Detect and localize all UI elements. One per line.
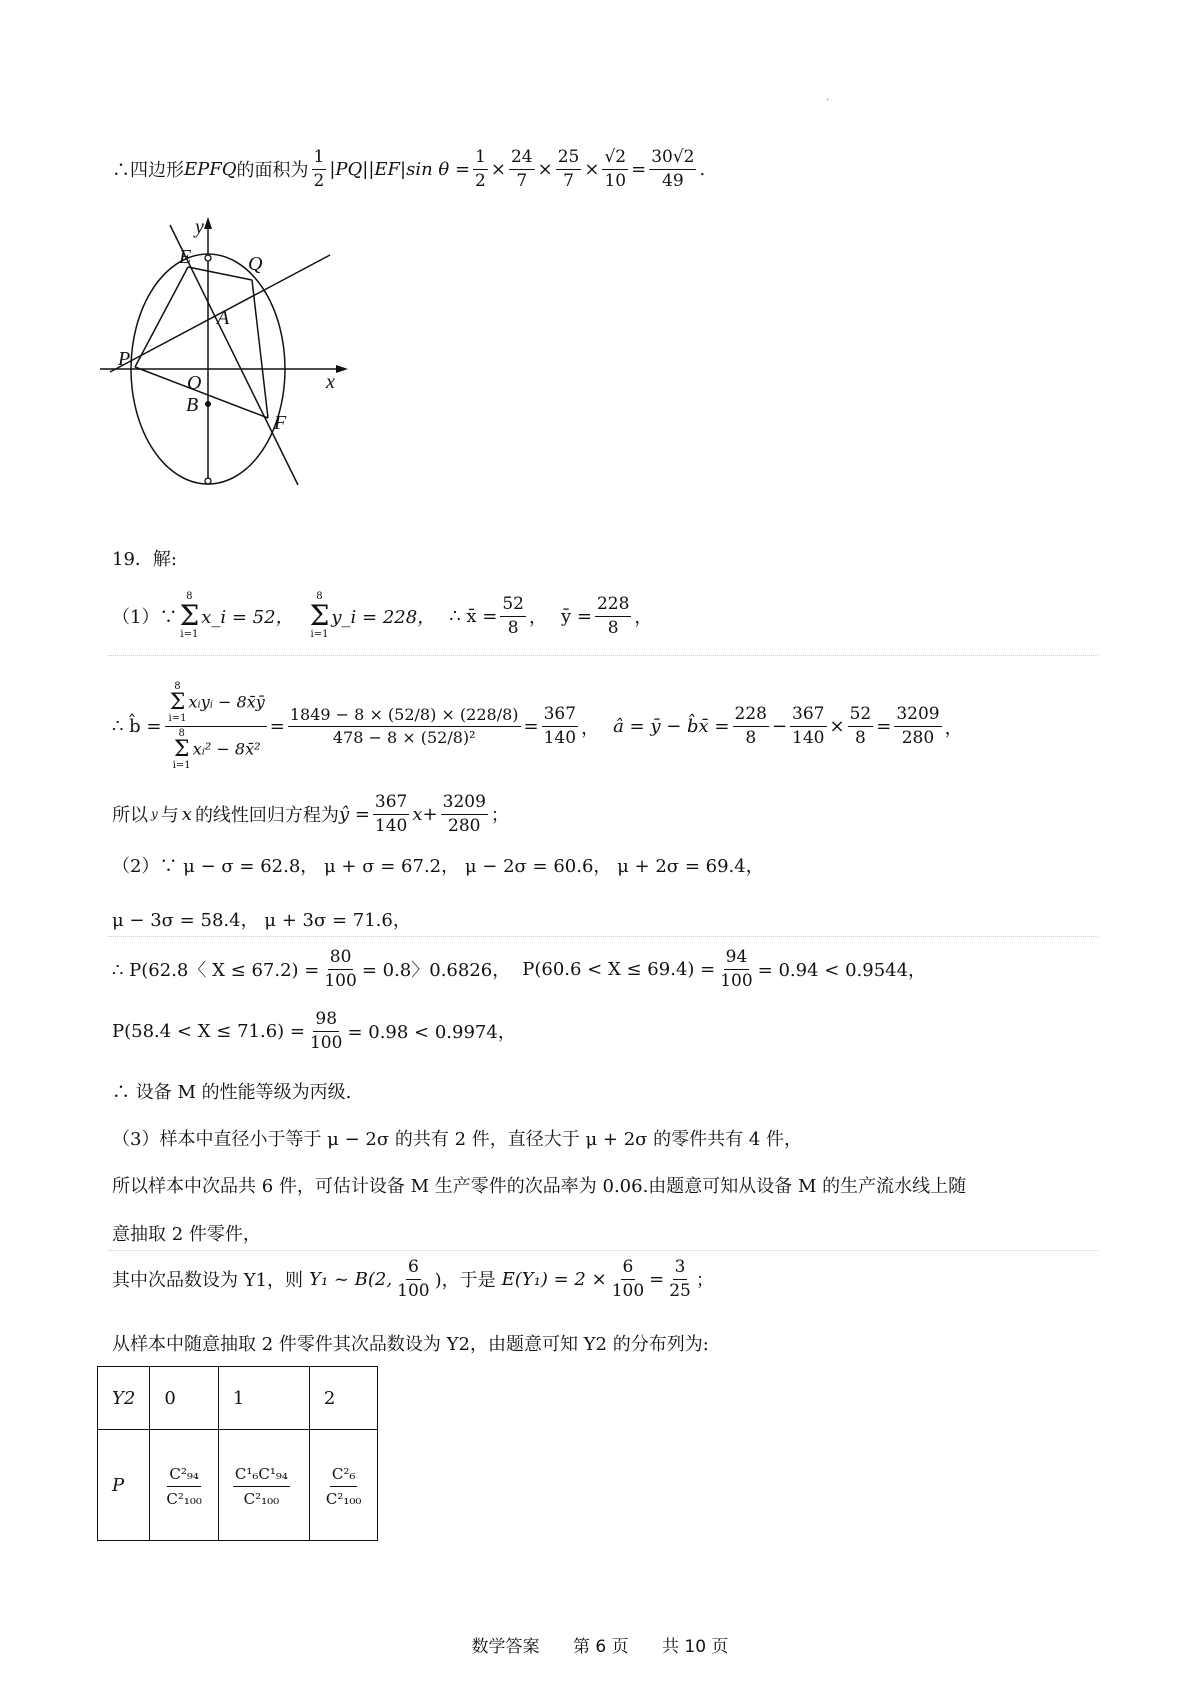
fraction: $\frac{228}{8}$ <box>734 704 767 748</box>
y-axis-label: y <box>195 216 204 238</box>
sum-x-value: x_i = 52， <box>201 607 294 628</box>
fraction: 8 Σ i=1 xᵢyᵢ − 8x̄ȳ 8 Σ i=1 xᵢ² − 8x̄² <box>165 682 267 771</box>
point-F-label: F <box>274 412 287 434</box>
fraction: 367 140 <box>792 704 825 748</box>
divider <box>108 1250 1098 1251</box>
regression-text: 与 <box>160 805 179 827</box>
part2-line1: （2）∵ μ − σ = 62.8， μ + σ = 67.2， μ − 2σ = 60.6， μ + 2σ = 69.4， <box>112 856 764 877</box>
yhat-label: ŷ = <box>338 803 370 825</box>
question-heading: 19．解: <box>112 549 177 570</box>
footer-subject: 数学答案 <box>471 1637 540 1657</box>
var-x: x <box>181 803 192 825</box>
part3-line1: （3）样本中直径小于等于 μ − 2σ 的共有 2 件，直径大于 μ + 2σ 的零件共有 4 件， <box>112 1129 803 1150</box>
fraction: $\frac{228}{8}$ <box>596 593 630 638</box>
part2-line3: ∴ P(62.8〈 X ≤ 67.2) = $\frac{80}{100}$ = 0.8〉0.6826， P(60.6 < X ≤ 69.4) = $\frac{94}{100}$ = 0.94 < 0.9544， <box>112 947 927 991</box>
ybar-label: ȳ = <box>560 605 592 627</box>
fraction: 25 7 <box>557 147 580 191</box>
point-P-label: P <box>118 348 131 370</box>
divider <box>108 936 1098 937</box>
area-formula-line: ∴四边形 EPFQ 的面积为 1 2 |PQ||EF|sin θ = $\frac{1}{2}$ × 24 7 × 25 7 × √2 10 = 30√2 49 . <box>112 147 706 191</box>
fraction: 3209 280 <box>896 704 940 748</box>
page-footer <box>0 1632 1200 1657</box>
fraction: $\frac{3}{25}$ <box>669 1257 691 1301</box>
regression-text: 的线性回归方程为 <box>194 805 339 827</box>
area-prefix: ∴四边形 <box>112 160 184 182</box>
fraction: $\frac{1}{2}$ <box>475 147 486 191</box>
point-E-label: E <box>179 246 192 268</box>
sigma-symbol: 8 Σ i=1 <box>309 591 330 640</box>
footer-page: 第 6 页 <box>572 1637 629 1657</box>
part1-line2: ∴ b̂ = 8 Σ i=1 xᵢyᵢ − 8x̄ȳ 8 Σ i=1 xᵢ² − 8x̄² = 1849 − 8 × (52/8) × (228/8) 478 − 8 × (52/8)² = 367 140 ， â = ȳ − b̂x̄ = $\frac{228}{8}$ − 367 140 × 52 8 = 3209 280 ， <box>112 681 963 771</box>
sum-y-value: y_i = 228， <box>331 607 436 628</box>
fraction: $\frac{52}{8}$ <box>502 593 524 638</box>
divider <box>108 655 1098 656</box>
part3-line3: 意抽取 2 件零件， <box>112 1224 261 1245</box>
table-cell: $\frac{\text{C²₉₄}}{\text{C²₁₀₀}}$ <box>150 1430 219 1541</box>
fraction: 24 7 <box>510 147 533 191</box>
origin-label: O <box>187 372 202 394</box>
fraction: $\frac{98}{100}$ <box>309 1009 343 1053</box>
ahat-label: â = ȳ − b̂x̄ = <box>613 716 730 737</box>
footer-total: 共 10 页 <box>661 1637 729 1657</box>
fraction: $\frac{367}{140}$ <box>374 792 408 836</box>
part1-line1: （1）∵ 8 Σ i=1 x_i = 52， 8 Σ i=1 y_i = 228， ∴ x̄ = $\frac{52}{8}$ ， ȳ = $\frac{228}{8}$ ， <box>112 591 653 640</box>
distribution-table <box>97 1366 378 1541</box>
part2-line4: P(58.4 < X ≤ 71.6) = $\frac{98}{100}$ = 0.98 < 0.9974， <box>112 1009 516 1053</box>
part1-line3: 所以 y 与 x 的线性回归方程为 ŷ = $\frac{367}{140}$ x + 3209 280 ； <box>112 792 509 836</box>
sigma-symbol: 8 Σ i=1 <box>179 591 200 640</box>
table-row <box>98 1367 378 1430</box>
fraction: 1 2 <box>313 147 325 191</box>
header-mark: . <box>826 92 830 103</box>
xbar-label: ∴ x̄ = <box>449 605 498 627</box>
part2-conclusion: ∴ 设备 M 的性能等级为丙级. <box>112 1082 352 1103</box>
part1-lead: （1）∵ <box>112 607 178 628</box>
table-header-cell: 0 <box>150 1367 219 1430</box>
fraction: $\frac{94}{100}$ <box>720 947 753 991</box>
fraction: 3209 280 <box>442 792 486 836</box>
quad-name: EPFQ <box>184 158 237 180</box>
area-mid: 的面积为 <box>236 160 309 182</box>
fraction: $\frac{80}{100}$ <box>324 947 357 991</box>
fraction: 367 140 <box>543 704 577 748</box>
part3-line5: 从样本中随意抽取 2 件零件其次品数设为 Y2，由题意可知 Y2 的分布列为: <box>112 1334 709 1355</box>
table-cell: $\frac{\text{C²₆}}{\text{C²₁₀₀}}$ <box>309 1430 378 1541</box>
regression-text: 所以 <box>112 805 148 827</box>
fraction: 52 8 <box>849 704 872 748</box>
part2-line2: μ − 3σ = 58.4， μ + 3σ = 71.6， <box>112 910 411 931</box>
table-header-cell: 2 <box>309 1367 378 1430</box>
var-y: y <box>151 807 158 822</box>
fraction: 30√2 49 <box>651 147 695 191</box>
fraction: 1849 − 8 × (52/8) × (228/8) 478 − 8 × (52/8)² <box>289 705 519 747</box>
fraction: $\frac{6}{100}$ <box>611 1257 645 1301</box>
bhat-label: ∴ b̂ = <box>112 716 162 737</box>
prob-label-cell: P <box>98 1430 150 1541</box>
table-header-cell: Y2 <box>98 1367 150 1430</box>
ellipse-figure <box>100 215 360 485</box>
point-B-label: B <box>186 394 199 416</box>
fraction: 6 100 <box>397 1257 430 1301</box>
fraction: √2 10 <box>604 147 627 191</box>
part3-line4: 其中次品数设为 Y1，则 Y₁ ~ B(2, 6 100 )，于是 E(Y₁) = 2 × $\frac{6}{100}$ = $\frac{3}{25}$ ； <box>112 1257 714 1301</box>
table-cell: $\frac{\text{C¹₆C¹₉₄}}{\text{C²₁₀₀}}$ <box>218 1430 309 1541</box>
table-header-cell: 1 <box>218 1367 309 1430</box>
table-row <box>98 1430 378 1541</box>
area-expr: |PQ||EF|sin θ = <box>329 158 471 180</box>
part3-line2: 所以样本中次品共 6 件，可估计设备 M 生产零件的次品率为 0.06.由题意可知从设备 M 的生产流水线上随 <box>112 1176 967 1197</box>
point-A-label: A <box>217 307 230 329</box>
x-axis-label: x <box>326 371 335 393</box>
point-Q-label: Q <box>248 253 263 275</box>
